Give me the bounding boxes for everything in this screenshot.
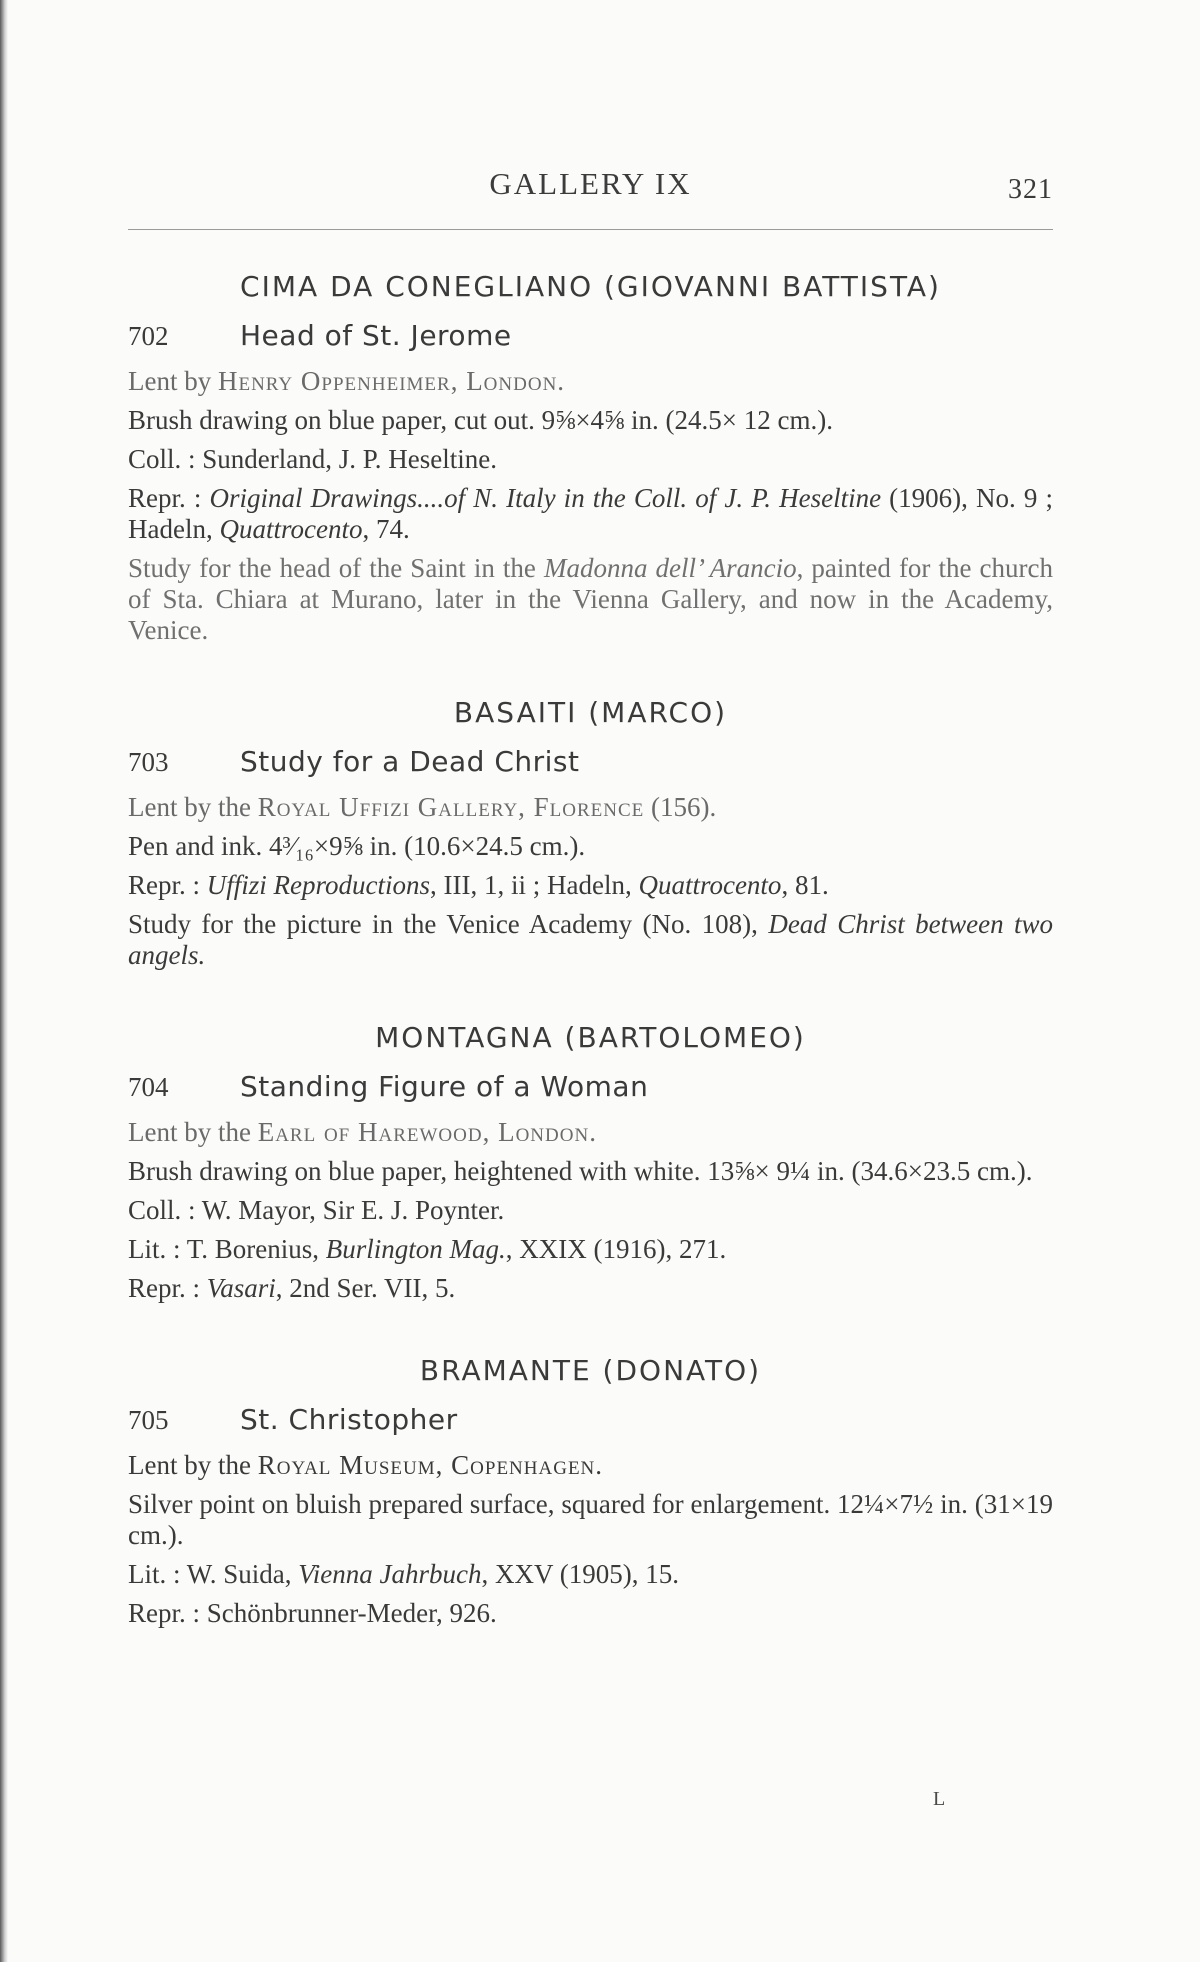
entry-title (128, 745, 1053, 778)
page-edge-shadow (0, 0, 8, 1962)
catalogue-entry-702 (128, 270, 1053, 646)
catalogue-entry-705 (128, 1354, 1053, 1629)
work-title: Standing Figure of a Woman (240, 1070, 649, 1103)
catalogue-number: 705 (128, 1405, 169, 1435)
reproduction-line: Repr. : Original Drawings....of N. Italy in the Coll. of J. P. Heseltine (1906), No. 9 ; Hadeln, Quattrocento, 74. (128, 483, 1053, 544)
catalogue-number: 704 (128, 1072, 169, 1102)
reproduction-line: Repr. : Uffizi Reproductions, III, 1, ii ; Hadeln, Quattrocento, 81. (128, 870, 829, 900)
lender-name: Earl of Harewood, London. (257, 1117, 597, 1147)
medium-line: Silver point on bluish prepared surface, squared for enlargement. 12¼×7½ in. (31×19 cm.). (128, 1489, 1053, 1550)
lender-line: Lent by Henry Oppenheimer, London. (128, 366, 566, 396)
literature-line: Lit. : W. Suida, Vienna Jahrbuch, XXV (1905), 15. (128, 1559, 679, 1589)
lender-name: Royal Uffizi Gallery, Florence (257, 792, 645, 822)
running-head: GALLERY IX (489, 166, 692, 201)
catalogue-number: 703 (128, 747, 169, 777)
collection-line: Coll. : Sunderland, J. P. Heseltine. (128, 444, 497, 474)
artist-heading: BRAMANTE (DONATO) (419, 1354, 762, 1387)
lender-name: Royal Museum, Copenhagen. (257, 1450, 604, 1480)
catalogue-content (128, 270, 1053, 1679)
reproduction-line: Repr. : Vasari, 2nd Ser. VII, 5. (128, 1273, 456, 1303)
catalogue-entry-704 (128, 1021, 1053, 1304)
work-title: Head of St. Jerome (240, 319, 512, 352)
lender-line: Lent by the Royal Uffizi Gallery, Florence (156). (128, 792, 717, 822)
note-line: Study for the picture in the Venice Academy (No. 108), Dead Christ between two angels. (128, 909, 1053, 970)
medium-line: Pen and ink. 4³⁄₁₆×9⅝ in. (10.6×24.5 cm.). (128, 831, 586, 861)
entry-title (128, 1403, 1053, 1436)
artist-heading: MONTAGNA (BARTOLOMEO) (375, 1021, 806, 1054)
medium-line: Brush drawing on blue paper, cut out. 9⅝×4⅝ in. (24.5× 12 cm.). (128, 405, 834, 435)
artist-heading: BASAITI (MARCO) (453, 696, 728, 729)
catalogue-number: 702 (128, 321, 169, 351)
entry-title (128, 1070, 1053, 1103)
header-rule (128, 229, 1053, 230)
note-line: Study for the head of the Saint in the Madonna dell’ Arancio, painted for the church of Sta. Chiara at Murano, later in the Vienna Gallery, and now in the Academy, Venice. (128, 553, 1053, 645)
work-title: Study for a Dead Christ (240, 745, 580, 778)
reproduction-line: Repr. : Schönbrunner-Meder, 926. (128, 1598, 497, 1628)
collection-line: Coll. : W. Mayor, Sir E. J. Poynter. (128, 1195, 505, 1225)
artist-heading: CIMA DA CONEGLIANO (GIOVANNI BATTISTA) (240, 270, 941, 303)
work-title: St. Christopher (240, 1403, 458, 1436)
lender-line: Lent by the Earl of Harewood, London. (128, 1117, 597, 1147)
catalogue-entry-703 (128, 696, 1053, 971)
literature-line: Lit. : T. Borenius, Burlington Mag., XXIX (1916), 271. (128, 1234, 727, 1264)
page-number: 321 (1008, 174, 1053, 205)
medium-line: Brush drawing on blue paper, heightened with white. 13⅝× 9¼ in. (34.6×23.5 cm.). (128, 1156, 1033, 1186)
entry-title (128, 319, 1053, 352)
signature-mark: L (933, 1788, 946, 1810)
lender-line: Lent by the Royal Museum, Copenhagen. (128, 1450, 604, 1480)
page-header (128, 166, 1053, 216)
lender-name: Henry Oppenheimer, London. (217, 366, 566, 396)
